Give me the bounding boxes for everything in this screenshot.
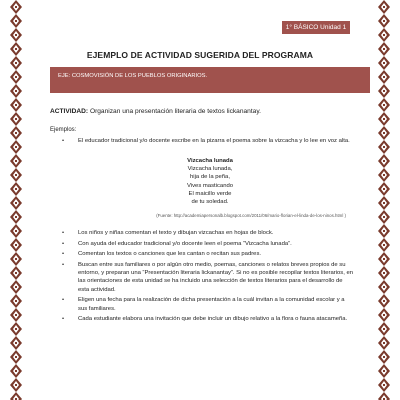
list-item-text: Buscan entre sus familiares o por algún otro medio, poemas, canciones o relatos breves propios de su entorno, y preparan una “Presentación literaria lickanantay”. Si no es posible recopilar textos literarios, en las orientaciones de esta unidad se ha incluido una selección de textos literarios para el desarrollo de esta actividad. xyxy=(78,261,354,293)
list-item xyxy=(62,137,352,145)
bullet-icon: • xyxy=(62,240,65,247)
poem-line: hija de la peña, xyxy=(190,174,230,181)
list-item xyxy=(62,229,354,237)
page-title: EJEMPLO DE ACTIVIDAD SUGERIDA DEL PROGRAMA xyxy=(86,50,314,60)
poem-line: de tu soledad. xyxy=(191,199,229,206)
list-item-text: Con ayuda del educador tradicional y/o docente leen el poema “Vizcacha lunada”. xyxy=(78,240,292,247)
poem xyxy=(160,157,260,206)
intro-list xyxy=(62,137,352,145)
list-item xyxy=(62,250,354,258)
left-pattern-border xyxy=(10,0,22,400)
source-citation: (Fuente: http://academiapersonalb.blogspot.com/2011/06/mario-florian-el-linda-de-los-ninos.html ) xyxy=(156,213,346,218)
poem-line: Vives masticando xyxy=(186,182,234,189)
bullet-icon: • xyxy=(62,261,65,268)
bullet-icon: • xyxy=(62,138,65,144)
bullet-icon: • xyxy=(62,230,65,236)
bullet-icon: • xyxy=(62,316,65,323)
list-item xyxy=(62,240,354,248)
activity-list xyxy=(62,229,354,326)
bullet-icon: • xyxy=(62,297,65,304)
activity-line xyxy=(50,108,261,115)
list-item-text: Eligen una fecha para la realización de dicha presentación a la cuál invitan a la comunidad escolar y a sus familiares. xyxy=(78,297,345,312)
activity-text: Organizan una presentación literaria de textos lickanantay. xyxy=(88,108,261,115)
bullet-icon: • xyxy=(62,251,65,258)
list-item xyxy=(62,296,354,313)
list-item-text: Cada estudiante elabora una invitación que debe incluir un dibujo relativo a la flora o fauna atacameña. xyxy=(78,316,348,323)
right-pattern-border xyxy=(378,0,390,400)
poem-line: El maicillo verde xyxy=(188,190,232,197)
poem-title: Vizcacha lunada xyxy=(187,158,233,164)
grade-unit-tag: 1° BÁSICO Unidad 1 xyxy=(282,21,350,34)
poem-line: Vizcacha lunada, xyxy=(187,166,233,173)
examples-label: Ejemplos: xyxy=(50,127,77,133)
list-item-text: El educador tradicional y/o docente escribe en la pizarra el poema sobre la vizcacha y lo lee en voz alta. xyxy=(78,138,350,144)
list-item-text: Los niños y niñas comentan el texto y dibujan vizcachas en hojas de block. xyxy=(78,230,274,236)
eje-banner: EJE: COSMOVISIÓN DE LOS PUEBLOS ORIGINARIOS. xyxy=(50,67,370,93)
list-item-text: Comentan los textos o canciones que les cantan o recitan sus padres. xyxy=(78,251,262,258)
list-item xyxy=(62,261,354,294)
activity-label: ACTIVIDAD: xyxy=(50,108,89,115)
list-item xyxy=(62,315,354,323)
